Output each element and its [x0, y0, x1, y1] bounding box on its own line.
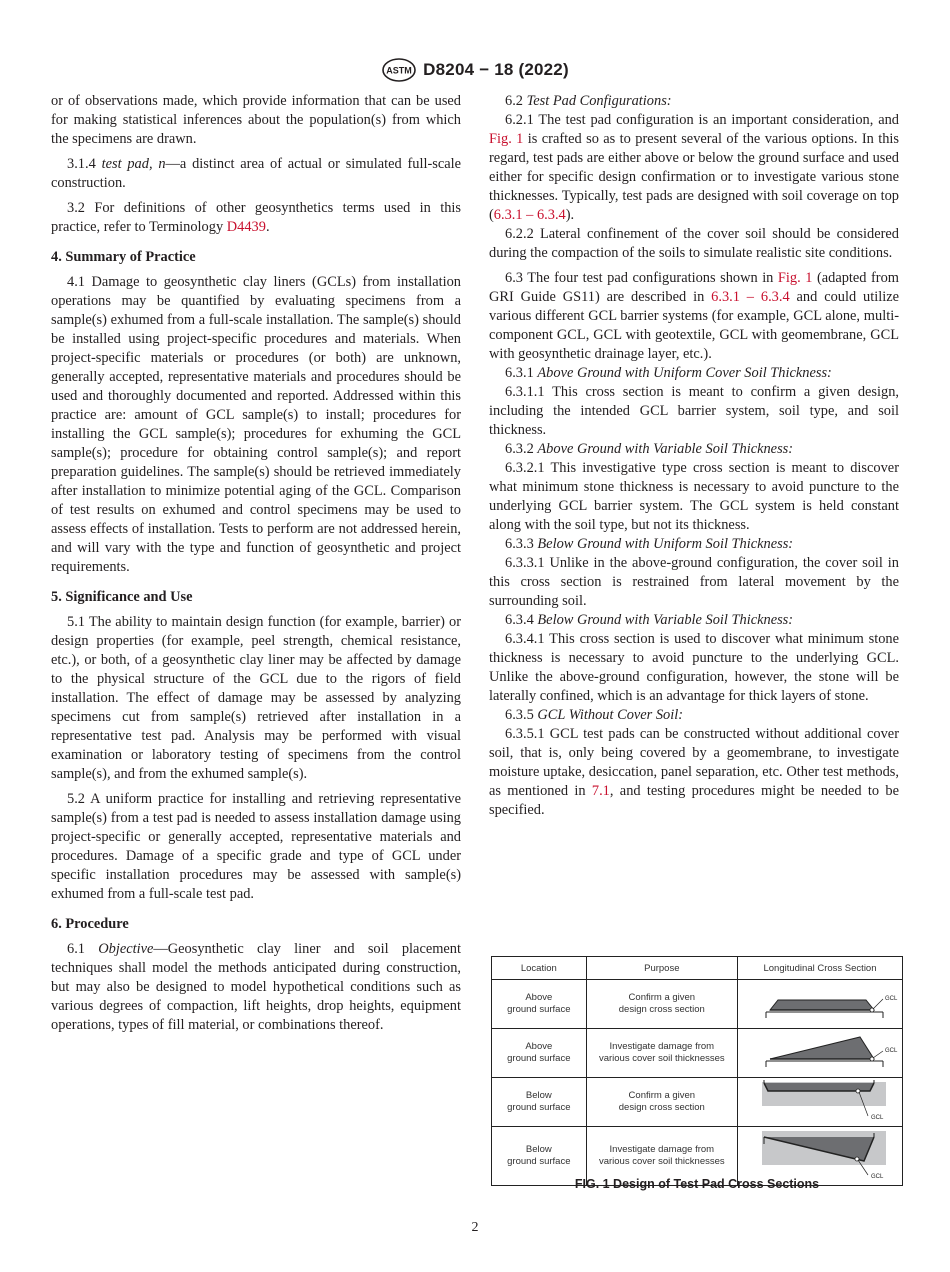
heading-summary-of-practice: 4. Summary of Practice	[51, 249, 196, 265]
svg-text:GCL: GCL	[871, 1115, 884, 1121]
table-row	[492, 1029, 903, 1078]
paragraph-6-3-5-1: 6.3.5.1 GCL test pads can be constructed without additional cover soil, that is, only being covered by a geomembrane, to investigate moisture uptake, desiccation, panel separation, etc. Other test methods, as mentioned in 7.1, and testing procedures might be needed to be specified.	[489, 726, 899, 818]
header-cross-section: Longitudinal Cross Section	[738, 957, 903, 980]
location-cell: Below ground surface	[492, 1078, 587, 1127]
purpose-cell: Investigate damage from various cover soil thicknesses	[586, 1029, 737, 1078]
svg-text:GCL: GCL	[885, 996, 898, 1002]
term-objective: Objective	[98, 941, 154, 957]
cross-section-above-variable	[738, 1029, 902, 1073]
cross-section-cell	[738, 980, 903, 1029]
cross-section-below-variable	[738, 1127, 902, 1181]
location-cell: Below ground surface	[492, 1127, 587, 1186]
link-fig-1[interactable]: Fig. 1	[777, 270, 813, 286]
heading-significance-and-use: 5. Significance and Use	[51, 589, 193, 605]
header-purpose: Purpose	[586, 957, 737, 980]
svg-text:GCL: GCL	[871, 1174, 884, 1180]
link-7-1[interactable]: 7.1	[591, 783, 610, 799]
table-row	[492, 980, 903, 1029]
page-header	[0, 58, 950, 82]
link-fig-1[interactable]: Fig. 1	[489, 131, 524, 147]
left-column	[51, 92, 461, 1035]
document-code: D8204 − 18 (2022)	[423, 60, 569, 79]
paragraph-6-2-1: 6.2.1 The test pad configuration is an important consideration, and Fig. 1 is crafted so as to present several of the various options. In this regard, test pads are either above or below the ground surface and used either for specific design confirmation or to investigate various stone thicknesses. Typically, test pads are designed with soil coverage on top (6.3.1 – 6.3.4).	[489, 112, 899, 223]
paragraph-4-1: 4.1 Damage to geosynthetic clay liners (GCLs) from installation operations may be quantified by evaluating specimens from a sample(s) exhumed from a full-scale installation. The sample(s) should be installed using project-specific procedures and materials. When project-specific materials or procedures (or both) are unknown, generally accepted, representative materials and procedures should be used and thoroughly documented and reported. Addressed within this practice are: amount of GCL sample(s) to install; procedures for installing the GCL sample(s); procedures for exhuming the GCL sample(s); procedure for obtaining control sample(s); and report preparation guidelines. The sample(s) should be retrieved immediately after installation to minimize potential aging of the GCL. Comparison of test results on exhumed and control specimens may be used to assess effects of installation. Tests to perform are not addressed herein, and will vary with the type and function of geosynthetic and project requirements.	[51, 274, 461, 575]
link-d4439[interactable]: D4439	[226, 219, 266, 235]
link-6-3-1-6-3-4[interactable]: 6.3.1 – 6.3.4	[711, 289, 790, 305]
paragraph-6-3-2-1: 6.3.2.1 This investigative type cross section is meant to discover what minimum stone thickness is necessary to avoid puncture to the underlying GCL barrier system. The GCL system is held constant along with the soil type, but not its thickness.	[489, 460, 899, 533]
paragraph-6-3-2: 6.3.2 Above Ground with Variable Soil Thickness:	[505, 441, 794, 457]
paragraph-6-3: 6.3 The four test pad configurations shown in Fig. 1 (adapted from GRI Guide GS11) are described in 6.3.1 – 6.3.4 and could utilize various different GCL barrier systems (for example, GCL alone, multi-component GCL, GCL with geotextile, GCL with geomembrane, GCL with geosynthetic drainage layer, etc.).	[489, 270, 900, 362]
term-test-pad: test pad, n	[101, 156, 166, 172]
page-number: 2	[471, 1220, 479, 1235]
purpose-cell: Confirm a given design cross section	[586, 980, 737, 1029]
paragraph-3-2: 3.2 For definitions of other geosynthetics terms used in this practice, refer to Terminology D4439.	[51, 200, 461, 235]
cross-section-cell	[738, 1029, 903, 1078]
paragraph-6-3-1: 6.3.1 Above Ground with Uniform Cover Soil Thickness:	[505, 365, 832, 381]
paragraph-3-1-3-continued: or of observations made, which provide information that can be used for making statistical inferences about the population(s) from which the specimens are drawn.	[51, 93, 461, 147]
link-6-3-1-6-3-4[interactable]: 6.3.1 – 6.3.4	[493, 207, 566, 223]
right-column	[489, 92, 899, 820]
figure-caption: FIG. 1 Design of Test Pad Cross Sections	[574, 1177, 820, 1191]
heading-procedure: 6. Procedure	[51, 916, 129, 932]
paragraph-6-2: 6.2 Test Pad Configurations:	[505, 93, 672, 109]
paragraph-6-3-4: 6.3.4 Below Ground with Variable Soil Thickness:	[505, 612, 794, 628]
cross-section-above-uniform	[738, 980, 902, 1024]
purpose-cell: Investigate damage from various cover soil thicknesses	[586, 1127, 737, 1186]
location-cell: Above ground surface	[492, 1029, 587, 1078]
header-location: Location	[492, 957, 587, 980]
paragraph-6-3-3: 6.3.3 Below Ground with Uniform Soil Thickness:	[505, 536, 794, 552]
paragraph-6-1: 6.1 Objective—Geosynthetic clay liner and soil placement techniques shall model the methods anticipated during construction, but may also be designed to model hypothetical conditions such as various degrees of compaction, lift heights, drop heights, equipment operations, types of fill material, or combinations thereof.	[51, 941, 461, 1033]
paragraph-5-1: 5.1 The ability to maintain design function (for example, barrier) or design properties (for example, peel strength, chemical resistance, etc.), or both, of a geosynthetic clay liner may be affected by damage to the physical structure of the GCL due to the rigors of field installation. The effect of damage may be assessed by analyzing specimens cut from sample(s) retrieved after installation in a representative test pad. Analysis may be performed with visual examination or laboratory testing of specimens from the control sample(s), and from the exhumed sample(s).	[51, 614, 461, 782]
paragraph-6-3-5: 6.3.5 GCL Without Cover Soil:	[505, 707, 684, 723]
astm-logo-text: ASTM	[386, 65, 412, 76]
paragraph-6-3-1-1: 6.3.1.1 This cross section is meant to confirm a given design, including the intended GCL barrier system, soil type, and soil thickness.	[489, 384, 899, 438]
location-cell: Above ground surface	[492, 980, 587, 1029]
astm-logo	[381, 58, 417, 82]
cross-section-cell	[738, 1078, 903, 1127]
svg-text:GCL: GCL	[885, 1048, 898, 1054]
paragraph-6-3-3-1: 6.3.3.1 Unlike in the above-ground configuration, the cover soil in this cross section is restrained from lateral movement by the surrounding soil.	[489, 555, 899, 609]
paragraph-6-2-2: 6.2.2 Lateral confinement of the cover soil should be considered during the compaction of the soils to simulate realistic site conditions.	[489, 226, 899, 261]
figure-1-table	[491, 956, 903, 1180]
purpose-cell: Confirm a given design cross section	[586, 1078, 737, 1127]
table-row	[492, 1078, 903, 1127]
paragraph-5-2: 5.2 A uniform practice for installing and retrieving representative sample(s) from a test pad is needed to assess installation damage using project-specific or generally accepted, representative materials and procedures. Damage of a specific grade and type of GCL under specific installation procedures may be assessed with sample(s) exhumed from a full-scale test pad.	[51, 791, 461, 902]
cross-section-below-uniform	[738, 1078, 902, 1122]
paragraph-3-1-4: 3.1.4 test pad, n—a distinct area of actual or simulated full-scale construction.	[51, 156, 461, 191]
paragraph-6-3-4-1: 6.3.4.1 This cross section is used to discover what minimum stone thickness is necessary to avoid puncture to the underlying GCL. Unlike the above-ground configuration, however, the stone will be laterally confined, which is an advantage for thick layers of stone.	[489, 631, 899, 704]
